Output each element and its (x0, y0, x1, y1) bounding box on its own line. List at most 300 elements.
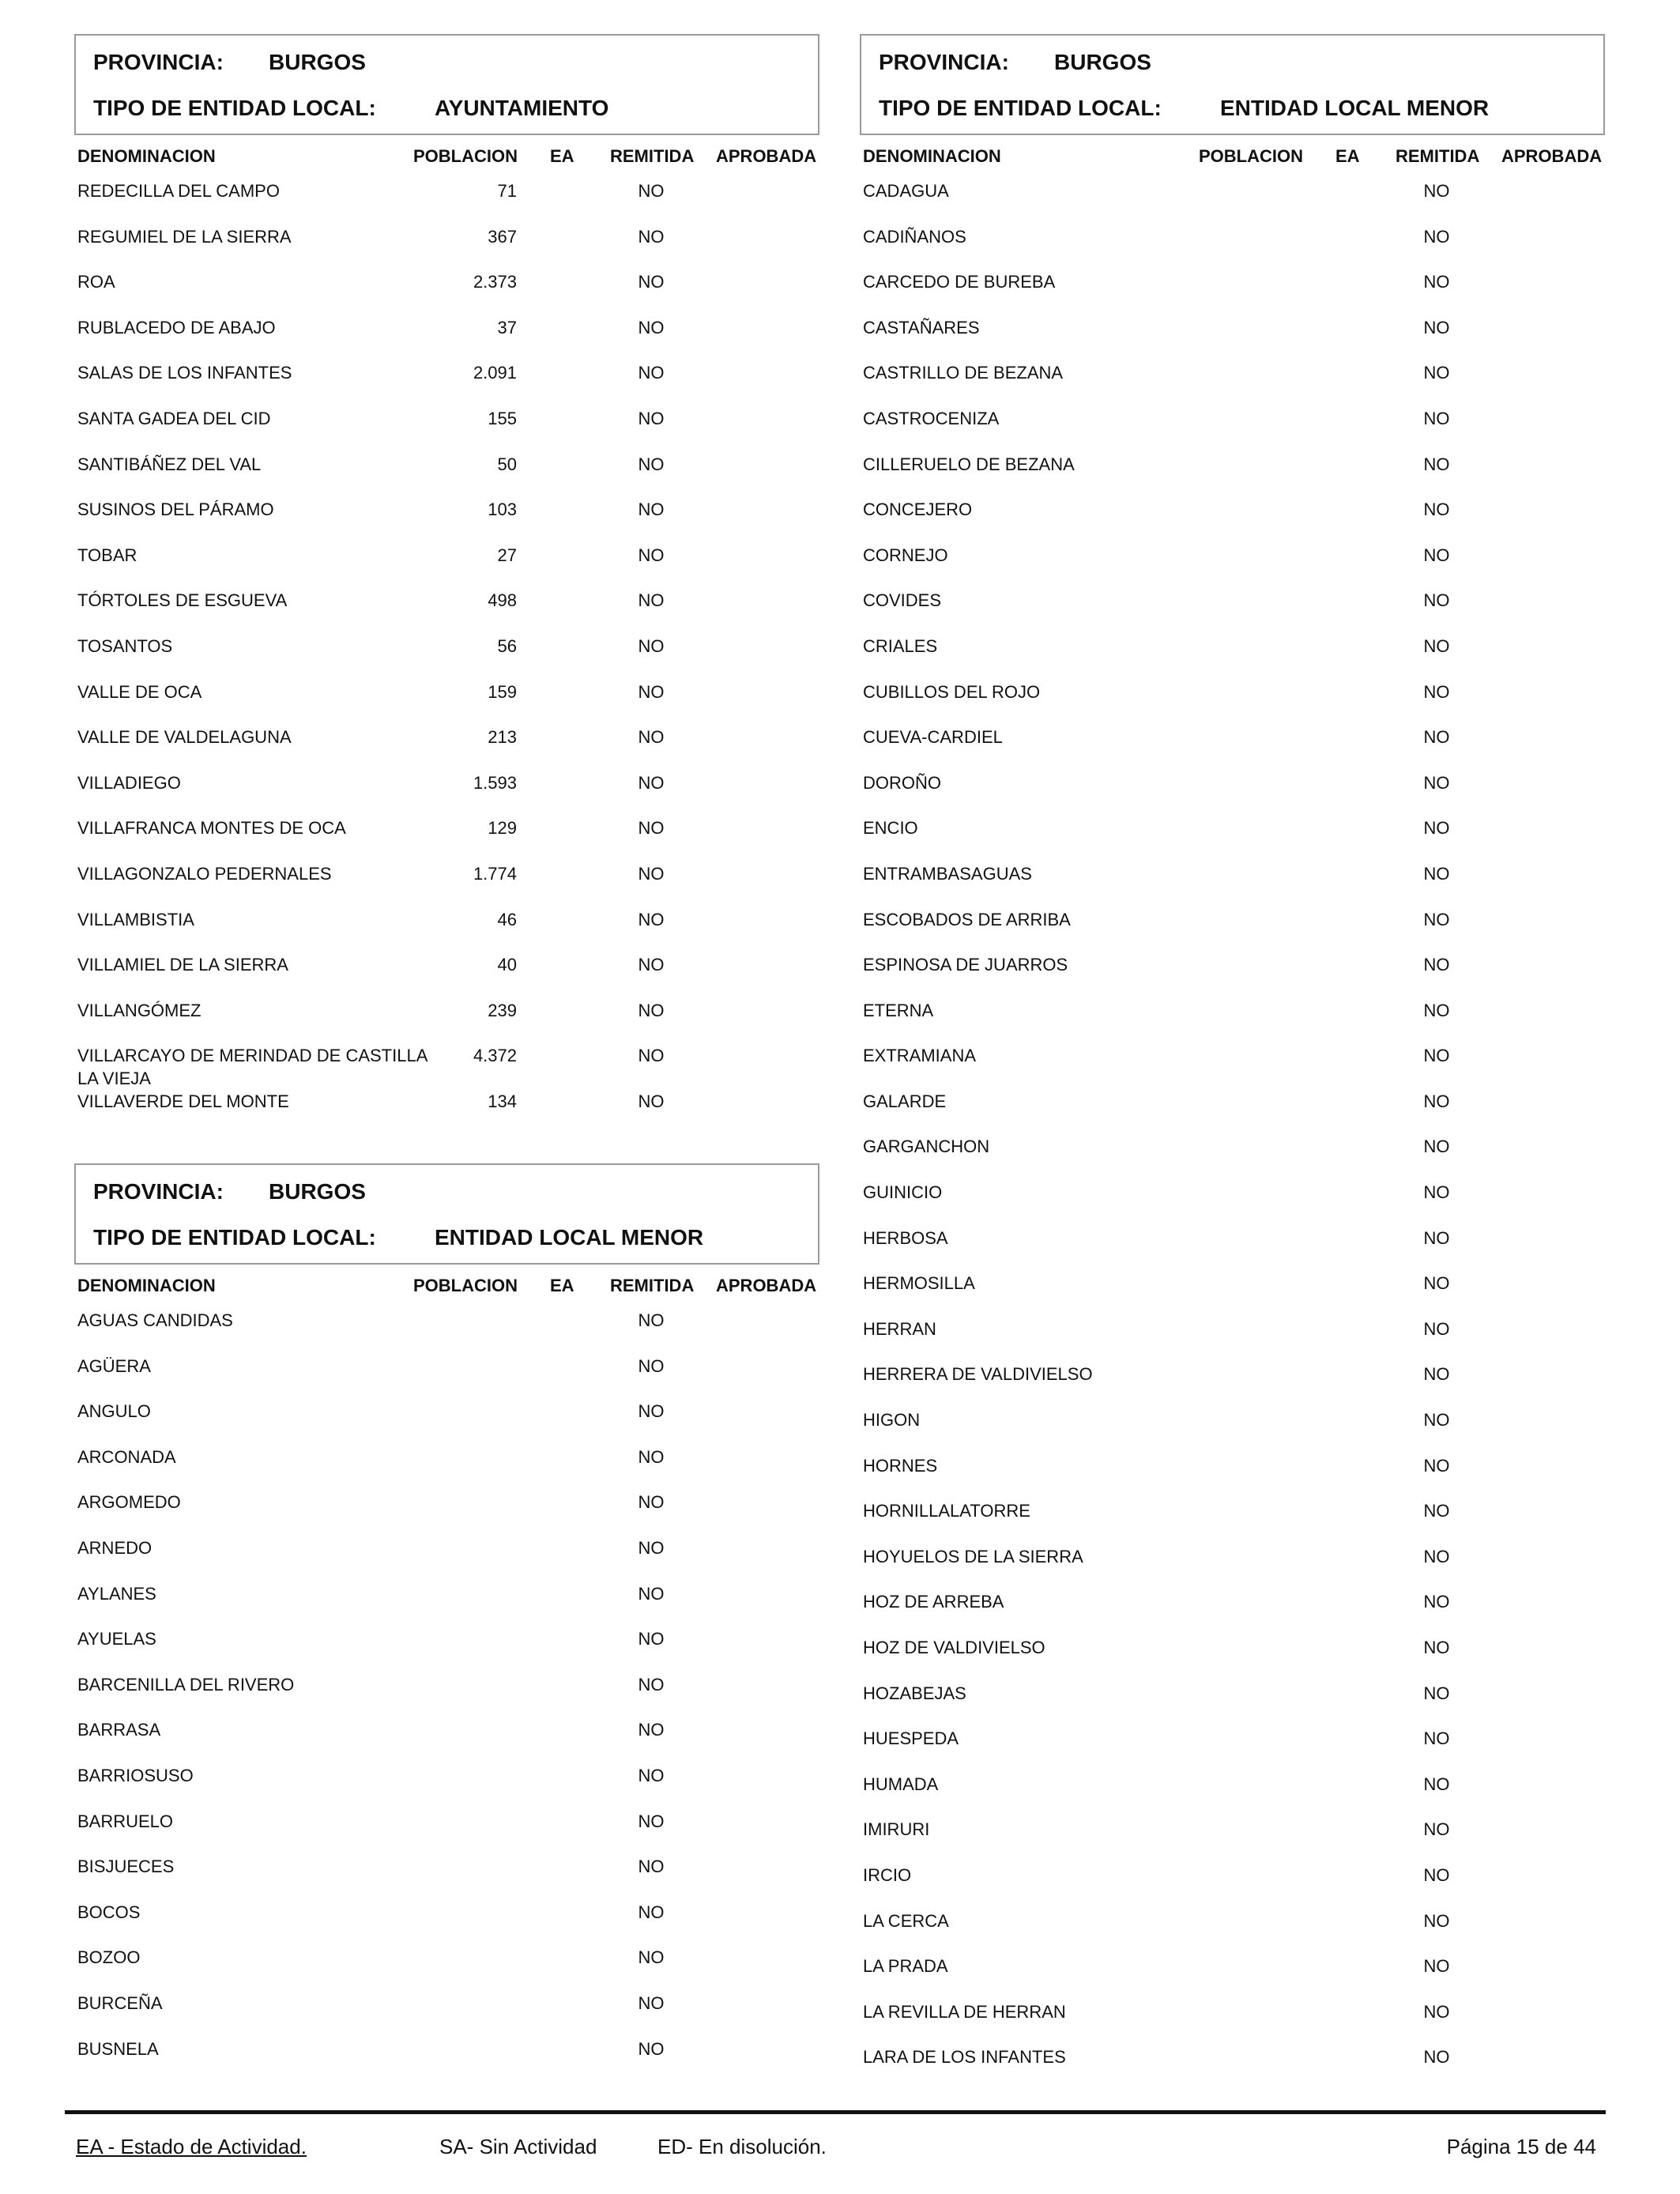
col-remitida: REMITIDA (610, 1276, 695, 1295)
col-aprobada: APROBADA (716, 1276, 817, 1295)
footer-legend-ed: ED- En disolución. (657, 2135, 827, 2158)
table-row (860, 310, 1605, 356)
table-row (860, 173, 1605, 219)
remitida-value: NO (1423, 1638, 1450, 1657)
remitida-value: NO (638, 499, 665, 520)
entity-name: ENTRAMBASAGUAS (863, 863, 1032, 884)
table-row (860, 1630, 1605, 1676)
col-poblacion: POBLACION (1199, 146, 1303, 166)
entity-name: ENCIO (863, 818, 918, 839)
table-row (860, 1174, 1605, 1220)
table-row (860, 1903, 1605, 1949)
table-row (860, 401, 1605, 447)
remitida-value: NO (1423, 1774, 1450, 1794)
table-row (74, 264, 819, 310)
remitida-value: NO (638, 863, 665, 884)
remitida-value: NO (638, 454, 665, 474)
table-row (74, 1439, 819, 1485)
entity-name: AYLANES (77, 1583, 156, 1604)
poblacion-value: 134 (488, 1091, 517, 1111)
entity-name: CARCEDO DE BUREBA (863, 272, 1056, 292)
remitida-value: NO (1423, 2001, 1450, 2022)
entity-name: CUBILLOS DEL ROJO (863, 681, 1041, 702)
entity-name: BARCENILLA DEL RIVERO (77, 1674, 295, 1695)
entity-name: CASTAÑARES (863, 317, 980, 337)
section-entidad-local-menor-left (74, 1163, 819, 2076)
table-row (74, 2031, 819, 2077)
remitida-value: NO (638, 2038, 665, 2059)
table-row (74, 765, 819, 811)
table-row (860, 1766, 1605, 1812)
remitida-value: NO (638, 818, 665, 839)
table-row (860, 1265, 1605, 1311)
entity-name: ARNEDO (77, 1537, 153, 1558)
poblacion-value: 2.373 (473, 272, 517, 292)
remitida-value: NO (1423, 818, 1450, 839)
poblacion-value: 498 (488, 590, 517, 611)
remitida-value: NO (1423, 1364, 1450, 1385)
poblacion-value: 159 (488, 681, 517, 702)
remitida-value: NO (1423, 1592, 1450, 1612)
col-ea: EA (550, 146, 574, 166)
remitida-value: NO (1423, 499, 1450, 520)
entity-name: LA CERCA (863, 1910, 949, 1931)
table-row (74, 1530, 819, 1576)
entity-name: CASTRILLO DE BEZANA (863, 363, 1064, 383)
remitida-value: NO (638, 408, 665, 428)
entity-name: SANTIBÁÑEZ DEL VAL (77, 454, 262, 474)
table-row (74, 674, 819, 720)
provincia-label: PROVINCIA: (93, 50, 224, 74)
table-row (74, 719, 819, 765)
remitida-value: NO (1423, 1318, 1450, 1339)
table-row (860, 902, 1605, 948)
table-row (860, 582, 1605, 628)
table-row (860, 264, 1605, 310)
col-denominacion: DENOMINACION (77, 1276, 216, 1295)
entity-name: BISJUECES (77, 1857, 175, 1877)
table-row (74, 1038, 819, 1089)
section-entidad-local-menor-right (860, 34, 1605, 2085)
table-row (74, 492, 819, 537)
remitida-value: NO (1423, 317, 1450, 337)
remitida-value: NO (1423, 590, 1450, 611)
entity-name: VILLAGONZALO PEDERNALES (77, 863, 332, 884)
col-poblacion: POBLACION (413, 1276, 518, 1295)
entity-name: VILLANGÓMEZ (77, 1000, 202, 1020)
table-row (860, 1038, 1605, 1084)
remitida-value: NO (1423, 1182, 1450, 1203)
remitida-value: NO (1423, 1273, 1450, 1294)
remitida-value: NO (638, 681, 665, 702)
entity-name: ESPINOSA DE JUARROS (863, 955, 1068, 975)
poblacion-value: 1.774 (473, 863, 517, 884)
remitida-value: NO (1423, 545, 1450, 565)
entity-name: HUMADA (863, 1774, 939, 1794)
poblacion-value: 103 (488, 499, 517, 520)
poblacion-value: 129 (488, 818, 517, 839)
table-row (860, 856, 1605, 902)
table-row (74, 310, 819, 356)
entity-table-body (74, 173, 819, 1129)
remitida-value: NO (638, 1947, 665, 1968)
entity-name: GUINICIO (863, 1182, 943, 1203)
table-row (74, 810, 819, 856)
table-row (860, 1084, 1605, 1129)
section-ayuntamiento (74, 34, 819, 1129)
entity-name: ANGULO (77, 1401, 151, 1422)
remitida-value: NO (1423, 1864, 1450, 1885)
table-row (860, 1311, 1605, 1357)
table-row (860, 719, 1605, 765)
table-row (860, 1676, 1605, 1721)
entity-name: HOZ DE ARREBA (863, 1592, 1004, 1612)
table-row (860, 1584, 1605, 1630)
table-row (74, 447, 819, 492)
table-row (860, 1948, 1605, 1994)
remitida-value: NO (638, 1091, 665, 1111)
remitida-value: NO (638, 1000, 665, 1020)
remitida-value: NO (638, 1046, 665, 1066)
entity-name: LA REVILLA DE HERRAN (863, 2001, 1066, 2022)
table-row (74, 1940, 819, 1985)
table-row (860, 765, 1605, 811)
remitida-value: NO (1423, 1410, 1450, 1431)
table-row (860, 1811, 1605, 1857)
entity-name: CADAGUA (863, 181, 949, 201)
footer-legend-ea: EA - Estado de Actividad. (76, 2135, 307, 2158)
entity-name: CILLERUELO DE BEZANA (863, 454, 1075, 474)
remitida-value: NO (638, 955, 665, 975)
provincia-value: BURGOS (269, 50, 366, 74)
remitida-value: NO (638, 272, 665, 292)
provincia-label: PROVINCIA: (879, 50, 1009, 74)
entity-name: EXTRAMIANA (863, 1046, 977, 1066)
tipo-entidad-label: TIPO DE ENTIDAD LOCAL: (93, 96, 376, 120)
col-denominacion: DENOMINACION (863, 146, 1001, 166)
entity-name: DOROÑO (863, 772, 941, 793)
remitida-value: NO (1423, 1046, 1450, 1066)
table-row (860, 1129, 1605, 1174)
tipo-entidad-label: TIPO DE ENTIDAD LOCAL: (879, 96, 1162, 120)
table-row (860, 674, 1605, 720)
table-row (860, 810, 1605, 856)
entity-name: BOZOO (77, 1947, 141, 1968)
remitida-value: NO (1423, 363, 1450, 383)
col-poblacion: POBLACION (413, 146, 518, 166)
entity-name: VALLE DE OCA (77, 681, 202, 702)
remitida-value: NO (1423, 1910, 1450, 1931)
entity-table-body (74, 1302, 819, 2076)
table-row (74, 856, 819, 902)
table-row (74, 1084, 819, 1129)
table-row (74, 1621, 819, 1667)
remitida-value: NO (638, 1355, 665, 1376)
table-row (74, 1894, 819, 1940)
table-row (860, 1356, 1605, 1402)
footer-legend-sa: SA- Sin Actividad (439, 2135, 597, 2158)
entity-name: BOCOS (77, 1902, 141, 1922)
poblacion-value: 1.593 (473, 772, 517, 793)
tipo-entidad-label: TIPO DE ENTIDAD LOCAL: (93, 1225, 376, 1250)
column-header-row (74, 135, 819, 173)
remitida-value: NO (1423, 1000, 1450, 1020)
entity-name: SALAS DE LOS INFANTES (77, 363, 292, 383)
table-row (860, 2039, 1605, 2085)
entity-table-body (860, 173, 1605, 2085)
remitida-value: NO (638, 1992, 665, 2013)
col-denominacion: DENOMINACION (77, 146, 216, 166)
remitida-value: NO (638, 1537, 665, 1558)
poblacion-value: 213 (488, 727, 517, 748)
remitida-value: NO (1423, 2047, 1450, 2068)
col-remitida: REMITIDA (610, 146, 695, 166)
provincia-value: BURGOS (1054, 50, 1151, 74)
poblacion-value: 27 (497, 545, 517, 565)
remitida-value: NO (638, 909, 665, 929)
entity-name: VILLADIEGO (77, 772, 181, 793)
table-row (860, 1448, 1605, 1494)
table-row (74, 947, 819, 993)
entity-name: VILLAMIEL DE LA SIERRA (77, 955, 288, 975)
table-row (74, 582, 819, 628)
table-row (860, 537, 1605, 583)
remitida-value: NO (1423, 408, 1450, 428)
entity-name: HERRERA DE VALDIVIELSO (863, 1364, 1093, 1385)
provincia-label: PROVINCIA: (93, 1179, 224, 1204)
remitida-value: NO (1423, 181, 1450, 201)
entity-name: AGUAS CANDIDAS (77, 1310, 233, 1330)
poblacion-value: 56 (497, 635, 517, 656)
entity-name: HIGON (863, 1410, 921, 1431)
remitida-value: NO (1423, 772, 1450, 793)
remitida-value: NO (1423, 863, 1450, 884)
remitida-value: NO (1423, 909, 1450, 929)
section-header-box (74, 34, 819, 135)
entity-name: ESCOBADOS DE ARRIBA (863, 909, 1071, 929)
table-row (74, 1667, 819, 1713)
entity-name: LARA DE LOS INFANTES (863, 2047, 1066, 2068)
entity-name: GALARDE (863, 1091, 947, 1111)
table-row (74, 537, 819, 583)
poblacion-value: 37 (497, 317, 517, 337)
table-row (74, 1393, 819, 1439)
remitida-value: NO (638, 1629, 665, 1649)
entity-name: GARGANCHON (863, 1137, 990, 1157)
remitida-value: NO (638, 226, 665, 247)
remitida-value: NO (1423, 272, 1450, 292)
entity-name: VILLARCAYO DE MERINDAD DE CASTILLA LA VIEJA (77, 1046, 428, 1089)
remitida-value: NO (638, 590, 665, 611)
remitida-value: NO (638, 1765, 665, 1785)
entity-name: AGÜERA (77, 1355, 151, 1376)
entity-name: RUBLACEDO DE ABAJO (77, 317, 276, 337)
section-header-box (74, 1163, 819, 1265)
entity-name: VALLE DE VALDELAGUNA (77, 727, 292, 748)
poblacion-value: 155 (488, 408, 517, 428)
table-row (74, 1985, 819, 2031)
poblacion-value: 4.372 (473, 1046, 517, 1066)
remitida-value: NO (638, 181, 665, 201)
provincia-value: BURGOS (269, 1179, 366, 1204)
entity-name: HORNILLALATORRE (863, 1501, 1030, 1521)
entity-name: ROA (77, 272, 115, 292)
entity-name: HOYUELOS DE LA SIERRA (863, 1546, 1083, 1566)
tipo-entidad-value: AYUNTAMIENTO (435, 96, 609, 120)
table-row (860, 1493, 1605, 1539)
col-ea: EA (550, 1276, 574, 1295)
entity-name: VILLAMBISTIA (77, 909, 194, 929)
remitida-value: NO (638, 727, 665, 748)
poblacion-value: 50 (497, 454, 517, 474)
entity-name: ETERNA (863, 1000, 934, 1020)
entity-name: IMIRURI (863, 1819, 930, 1840)
remitida-value: NO (1423, 1091, 1450, 1111)
remitida-value: NO (1423, 226, 1450, 247)
column-header-row (860, 135, 1605, 173)
remitida-value: NO (1423, 1683, 1450, 1703)
entity-name: ARCONADA (77, 1446, 176, 1467)
table-row (74, 355, 819, 401)
entity-name: ARGOMEDO (77, 1492, 181, 1513)
entity-name: CRIALES (863, 635, 938, 656)
remitida-value: NO (638, 1492, 665, 1513)
table-row (74, 993, 819, 1039)
remitida-value: NO (1423, 1455, 1450, 1476)
entity-name: BARRUELO (77, 1811, 174, 1831)
poblacion-value: 40 (497, 955, 517, 975)
table-row (860, 355, 1605, 401)
table-row (74, 1849, 819, 1894)
page-number: Página 15 de 44 (1446, 2135, 1596, 2158)
column-header-row (74, 1265, 819, 1302)
table-row (860, 1857, 1605, 1903)
table-row (74, 1804, 819, 1849)
entity-name: HERBOSA (863, 1227, 948, 1248)
entity-name: IRCIO (863, 1864, 912, 1885)
table-row (860, 1220, 1605, 1266)
remitida-value: NO (1423, 681, 1450, 702)
remitida-value: NO (1423, 1137, 1450, 1157)
table-row (74, 902, 819, 948)
poblacion-value: 239 (488, 1000, 517, 1020)
table-row (860, 628, 1605, 674)
entity-name: BUSNELA (77, 2038, 159, 2059)
entity-name: CORNEJO (863, 545, 948, 565)
entity-name: BURCEÑA (77, 1992, 163, 2013)
table-row (74, 1712, 819, 1758)
entity-name: TOSANTOS (77, 635, 173, 656)
remitida-value: NO (1423, 1819, 1450, 1840)
table-row (74, 1484, 819, 1530)
remitida-value: NO (1423, 635, 1450, 656)
tipo-entidad-value: ENTIDAD LOCAL MENOR (435, 1225, 704, 1250)
entity-name: REDECILLA DEL CAMPO (77, 181, 280, 201)
entity-name: HERRAN (863, 1318, 936, 1339)
remitida-value: NO (1423, 454, 1450, 474)
entity-name: HERMOSILLA (863, 1273, 975, 1294)
table-row (74, 219, 819, 265)
table-row (860, 993, 1605, 1039)
entity-name: BARRASA (77, 1720, 161, 1740)
entity-name: HOZABEJAS (863, 1683, 966, 1703)
remitida-value: NO (638, 635, 665, 656)
table-row (860, 1539, 1605, 1585)
remitida-value: NO (638, 1902, 665, 1922)
remitida-value: NO (1423, 727, 1450, 748)
tipo-entidad-value: ENTIDAD LOCAL MENOR (1220, 96, 1490, 120)
entity-name: CADIÑANOS (863, 226, 966, 247)
entity-name: AYUELAS (77, 1629, 156, 1649)
remitida-value: NO (638, 1674, 665, 1695)
remitida-value: NO (638, 363, 665, 383)
remitida-value: NO (638, 545, 665, 565)
col-remitida: REMITIDA (1396, 146, 1480, 166)
poblacion-value: 2.091 (473, 363, 517, 383)
remitida-value: NO (638, 1401, 665, 1422)
remitida-value: NO (638, 772, 665, 793)
remitida-value: NO (1423, 1956, 1450, 1977)
entity-name: COVIDES (863, 590, 942, 611)
section-header-box (860, 34, 1605, 135)
entity-name: LA PRADA (863, 1956, 948, 1977)
table-row (74, 1348, 819, 1394)
remitida-value: NO (1423, 1501, 1450, 1521)
poblacion-value: 71 (497, 181, 517, 201)
remitida-value: NO (1423, 955, 1450, 975)
table-row (860, 1402, 1605, 1448)
footer-divider (65, 2110, 1606, 2114)
table-row (74, 1758, 819, 1804)
entity-name: TOBAR (77, 545, 137, 565)
entity-name: VILLAFRANCA MONTES DE OCA (77, 818, 346, 839)
remitida-value: NO (1423, 1728, 1450, 1749)
entity-name: CASTROCENIZA (863, 408, 1000, 428)
remitida-value: NO (638, 1310, 665, 1330)
poblacion-value: 46 (497, 909, 517, 929)
remitida-value: NO (638, 317, 665, 337)
entity-name: SUSINOS DEL PÁRAMO (77, 499, 274, 520)
entity-name: TÓRTOLES DE ESGUEVA (77, 590, 288, 611)
entity-name: CONCEJERO (863, 499, 973, 520)
table-row (860, 947, 1605, 993)
table-row (74, 628, 819, 674)
remitida-value: NO (638, 1583, 665, 1604)
col-ea: EA (1335, 146, 1360, 166)
table-row (74, 1576, 819, 1622)
table-row (860, 1721, 1605, 1766)
entity-name: SANTA GADEA DEL CID (77, 408, 271, 428)
entity-name: CUEVA-CARDIEL (863, 727, 1003, 748)
col-aprobada: APROBADA (716, 146, 817, 166)
table-row (860, 492, 1605, 537)
entity-name: VILLAVERDE DEL MONTE (77, 1091, 289, 1111)
remitida-value: NO (638, 1811, 665, 1831)
remitida-value: NO (638, 1446, 665, 1467)
entity-name: HORNES (863, 1455, 938, 1476)
remitida-value: NO (638, 1720, 665, 1740)
table-row (860, 219, 1605, 265)
table-row (860, 447, 1605, 492)
table-row (860, 1994, 1605, 2040)
table-row (74, 401, 819, 447)
entity-name: BARRIOSUSO (77, 1765, 194, 1785)
table-row (74, 173, 819, 219)
entity-name: HOZ DE VALDIVIELSO (863, 1638, 1045, 1657)
poblacion-value: 367 (488, 226, 517, 247)
entity-name: HUESPEDA (863, 1728, 959, 1749)
remitida-value: NO (1423, 1227, 1450, 1248)
